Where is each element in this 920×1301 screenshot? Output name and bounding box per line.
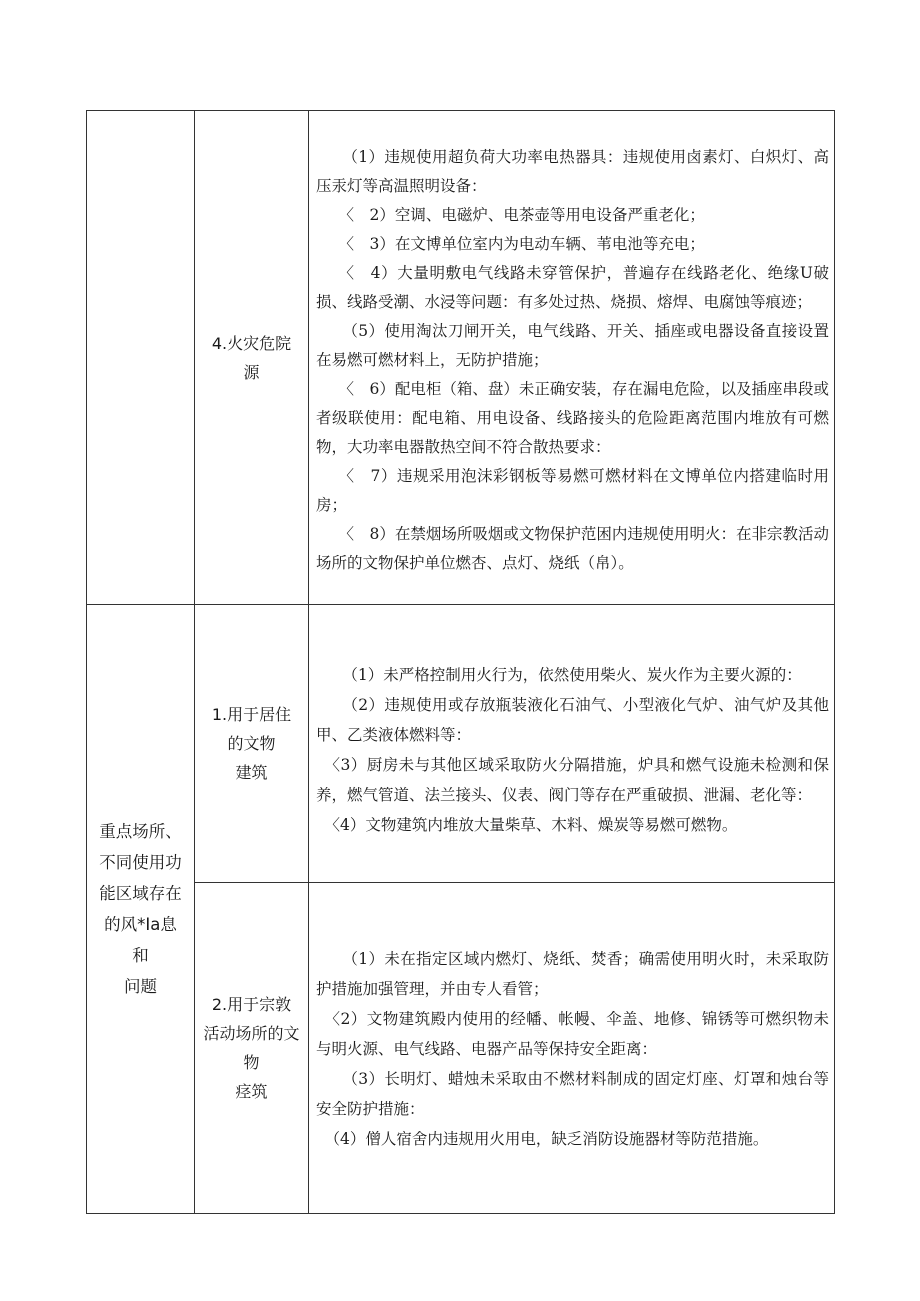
- list-item: 〈 8）在禁烟场所吸烟或文物保护范困内违规使用明火：在非宗教活动场所的文物保护单位燃杏、点灯、烧纸（帛）。: [316, 525, 829, 572]
- category-line: 重点场所、: [99, 822, 182, 841]
- content-cell-residential: [309, 605, 835, 883]
- list-item: （4）僧人宿舍内违规用火用电，缺乏消防设施器材等防范措施。: [324, 1130, 769, 1148]
- subcategory-line: 建筑: [235, 763, 268, 782]
- subcategory-line: 活动场所的文: [203, 1024, 300, 1043]
- subcategory-line: 2.用于宗敦: [211, 995, 292, 1014]
- hazard-table: [86, 110, 835, 1214]
- content-cell-fire-hazard: [309, 111, 835, 605]
- category-line: 问题: [124, 977, 157, 996]
- subcategory-cell-fire-hazard: [195, 111, 309, 605]
- list-item: （1）未严格控制用火行为，依然使用柴火、炭火作为主要火源的：: [342, 665, 802, 684]
- list-item: 〈 7）违规采用泡沫彩钢板等易燃可燃材料在文博单位内搭建临时用房；: [316, 467, 829, 514]
- list-item: 〈 6）配电柜（箱、盘）未正确安装，存在漏电危险，以及插座串段或者级联使用：配电箱、用电设备、线路接头的危险距离范围内堆放有可燃物，大功率电器散热空间不符合散热要求：: [316, 380, 829, 456]
- table-row: [87, 605, 835, 883]
- subcategory-cell-residential: [195, 605, 309, 883]
- table-row: [87, 111, 835, 605]
- subcategory-line: 的文物: [227, 734, 276, 753]
- list-item: （1）违规使用超负荷大功率电热器具：违规使用卤素灯、白炽灯、高压汞灯等高温照明设备：: [316, 148, 829, 195]
- list-item: 〈2）文物建筑殿内使用的经幡、帐幔、伞盖、地修、锦锈等可燃织物未与明火源、电气线路、电器产品等保持安全距离：: [316, 1010, 829, 1058]
- list-item: 〈 2）空调、电磁炉、电茶壶等用电设备严重老化；: [338, 206, 705, 224]
- category-cell-key-sites: [87, 605, 195, 1214]
- list-item: （2）违规使用或存放瓶装液化石油气、小型液化气炉、油气炉及其他甲、乙类液体燃料等：: [316, 695, 829, 744]
- list-item: 〈 4）大量明敷电气线路未穿管保护，普遍存在线路老化、绝缘U破损、线路受潮、水浸等问题：有多处过热、烧损、熔焊、电腐蚀等痕迹；: [316, 264, 829, 311]
- list-item: （5）使用淘汰刀闸开关，电气线路、开关、插座或电器设备直接设置在易燃可燃材料上，无防护措施；: [316, 322, 829, 369]
- category-line: 能区域存在: [99, 884, 182, 903]
- list-item: 〈3）厨房未与其他区域采取防火分隔措施，炉具和燃气设施未检测和保养，燃气管道、法兰接头、仪表、阀门等存在严重破损、泄漏、老化等：: [316, 755, 829, 804]
- table-row: [87, 883, 835, 1214]
- category-line: 和: [132, 946, 149, 965]
- list-item: （1）未在指定区域内燃灯、烧纸、焚香；确需使用明火时，未采取防护措施加强管理，并由专人看管；: [316, 950, 829, 998]
- subcategory-line: 源: [243, 362, 260, 382]
- category-line: 的风*Ia息: [104, 915, 177, 934]
- subcategory-line: 1.用于居住: [211, 705, 292, 724]
- subcategory-line: 物: [243, 1053, 260, 1072]
- list-item: 〈4）文物建筑内堆放大量柴草、木料、燥炭等易燃可燃物。: [324, 815, 738, 834]
- category-cell-empty: [87, 111, 195, 605]
- subcategory-line: 痉筑: [235, 1082, 268, 1101]
- content-cell-religious: [309, 883, 835, 1214]
- list-item: （3）长明灯、蜡烛未采取由不燃材料制成的固定灯座、灯罩和烛台等安全防护措施：: [316, 1070, 829, 1118]
- category-line: 不同使用功: [99, 853, 182, 872]
- subcategory-line: 4.火灾危院: [211, 333, 292, 353]
- subcategory-cell-religious: [195, 883, 309, 1214]
- list-item: 〈 3）在文博单位室内为电动车辆、苇电池等充电；: [338, 235, 705, 253]
